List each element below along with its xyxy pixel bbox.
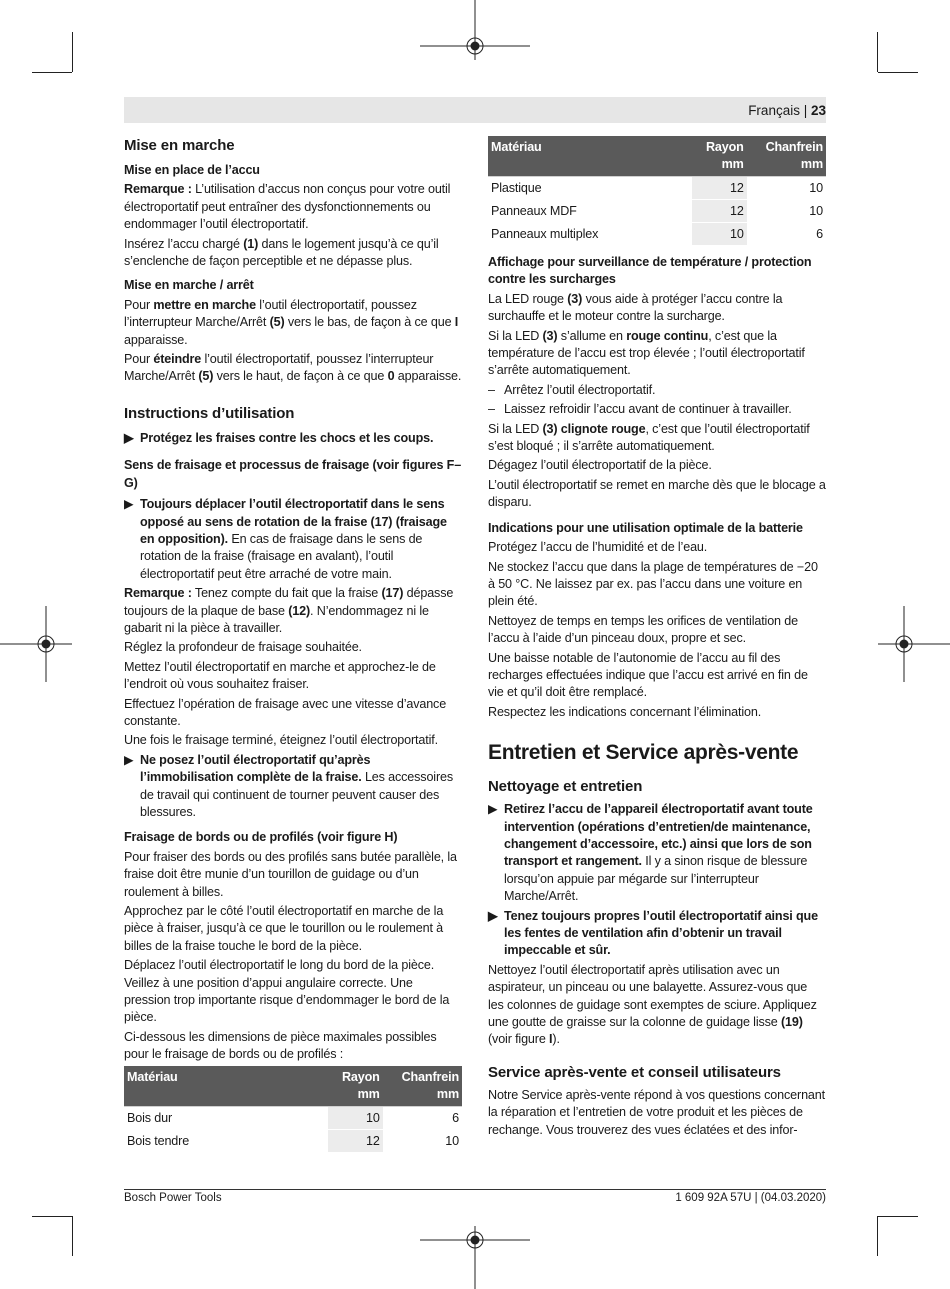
paragraph-pour-fraiser: Pour fraiser des bords ou des profilés sans butée parallèle, la fraise doit être munie d’un tourillon de guidage ou d’un roulement à billes. <box>124 849 457 899</box>
table-cell-radius: 10 <box>328 1106 383 1129</box>
registration-mark-left-icon <box>0 606 72 682</box>
registration-mark-bottom-icon <box>420 1226 530 1289</box>
bullet-triangle-icon: ▶ <box>124 430 134 445</box>
table-header-material: Matériau <box>488 136 692 177</box>
subheading-sens-fraisage: Sens de fraisage et processus de fraisage (voir figures F–G) <box>124 458 462 490</box>
crop-mark-bottom-left-v <box>72 1216 73 1256</box>
bullet-triangle-icon: ▶ <box>488 908 498 923</box>
paragraph-inserez-accu: Insérez l’accu chargé (1) dans le logement jusqu’à ce qu’il s’enclenche de façon perceptible et ne dépasse plus. <box>124 236 439 269</box>
table-row <box>488 177 826 200</box>
paragraph-notre-service: Notre Service après-vente répond à vos questions concernant la réparation et l’entretien de votre produit et les pièces de rechange. Vous trouverez des vues éclatées et des infor- <box>488 1087 825 1137</box>
paragraph-remarque-fraise: Remarque : Tenez compte du fait que la fraise (17) dépasse toujours de la plaque de base (12). N’endommagez ni le gabarit ni la pièce à travailler. <box>124 586 454 635</box>
dash-item-laissez-refroidir: – Laissez refroidir l’accu avant de continuer à travailler. <box>488 402 792 417</box>
paragraph-nettoyez-orifices: Nettoyez de temps en temps les orifices de ventilation de l’accu à l’aide d’un pinceau doux, propre et sec. <box>488 613 798 646</box>
table-cell-chamfer: 10 <box>747 177 826 200</box>
table-cell-chamfer: 10 <box>383 1129 462 1152</box>
bullet-ne-posez: ▶ Ne posez l’outil électroportatif qu’après l’immobilisation complète de la fraise. Les accessoires de travail qui continuent de tourner peuvent causer des blessures. <box>124 752 454 819</box>
table-row <box>488 223 826 246</box>
table-row <box>124 1106 462 1129</box>
bullet-triangle-icon: ▶ <box>124 497 134 512</box>
registration-mark-top-icon <box>420 0 530 72</box>
chapter-title-entretien: Entretien et Service après-vente <box>488 741 799 765</box>
crop-mark-top-left-h <box>32 72 72 73</box>
paragraph-remet-en-marche: L’outil électroportatif se remet en marche dès que le blocage a disparu. <box>488 477 826 510</box>
page-header: Français | 23 <box>748 103 826 118</box>
paragraph-ci-dessous: Ci-dessous les dimensions de pièce maximales possibles pour le fraisage de bords ou de profilés : <box>124 1029 437 1062</box>
paragraph-led-rouge: La LED rouge (3) vous aide à protéger l’accu contre la surchauffe et le moteur contre la surcharge. <box>488 291 783 324</box>
right-column <box>488 136 826 1139</box>
table-cell-radius: 12 <box>692 177 747 200</box>
table-header-material: Matériau <box>124 1066 328 1107</box>
crop-mark-bottom-right-v <box>877 1216 878 1256</box>
paragraph-une-fois: Une fois le fraisage terminé, éteignez l’outil électroportatif. <box>124 733 438 748</box>
table-cell-chamfer: 6 <box>383 1106 462 1129</box>
paragraph-remarque-accu: Remarque : L’utilisation d’accus non conçus pour votre outil électroportatif peut entraîner des dysfonctionnements ou endommager l’outil électroportatif. <box>124 182 451 232</box>
subheading-mise-en-place-accu: Mise en place de l’accu <box>124 163 260 177</box>
left-column <box>124 136 462 1153</box>
table-cell-chamfer: 10 <box>747 200 826 223</box>
paragraph-deplacez: Déplacez l’outil électroportatif le long du bord de la pièce. Veillez à une position d’appui angulaire correcte. Une pression trop importante risque d’endommager le bord de la pièce. <box>124 958 450 1025</box>
table-header-radius: Rayon mm <box>328 1066 383 1107</box>
paragraph-effectuez: Effectuez l’opération de fraisage avec une vitesse d’avance constante. <box>124 696 447 728</box>
header-band <box>124 97 826 123</box>
table-row <box>488 200 826 223</box>
table-cell-radius: 12 <box>692 200 747 223</box>
subheading-indications-batterie: Indications pour une utilisation optimale de la batterie <box>488 520 803 535</box>
paragraph-stockez: Ne stockez l’accu que dans la plage de températures de −20 à 50 °C. Ne laissez par ex. pas l’accu dans une voiture en plein été. <box>488 559 818 609</box>
table-row <box>124 1129 462 1152</box>
crop-mark-bottom-left-h <box>32 1216 72 1217</box>
table-header-chamfer: Chanfrein mm <box>747 136 826 177</box>
registration-mark-right-icon <box>878 606 950 682</box>
crop-mark-top-right-v <box>877 32 878 72</box>
footer-brand: Bosch Power Tools <box>124 1192 222 1204</box>
section-title-mise-en-marche: Mise en marche <box>124 137 235 154</box>
crop-mark-top-right-h <box>878 72 918 73</box>
section-title-service: Service après-vente et conseil utilisateurs <box>488 1063 781 1081</box>
crop-mark-bottom-right-h <box>878 1216 918 1217</box>
paragraph-approchez: Approchez par le côté l’outil électroportatif en marche de la pièce à fraiser, jusqu’à ce que le tourillon ou le roulement à billes de la fraise touche le bord de la pièce. <box>124 904 444 953</box>
paragraph-reglez: Réglez la profondeur de fraisage souhaitée. <box>124 640 362 655</box>
section-title-nettoyage: Nettoyage et entretien <box>488 778 643 796</box>
footer-rule <box>124 1189 826 1190</box>
page-number: 23 <box>810 103 826 118</box>
bullet-protegez-fraises: ▶ Protégez les fraises contre les chocs et les coups. <box>124 430 462 447</box>
subheading-affichage-temperature: Affichage pour surveillance de température / protection contre les surcharges <box>488 255 812 287</box>
paragraph-protegez-humidite: Protégez l’accu de l’humidité et de l’eau. <box>488 540 708 555</box>
dash-item-arretez: – Arrêtez l’outil électroportatif. <box>488 382 656 397</box>
bullet-tenez-propres: ▶ Tenez toujours propres l’outil électroportatif ainsi que les fentes de ventilation afin d’obtenir un travail impeccable et sûr. <box>488 908 818 958</box>
bullet-toujours-deplacer: ▶ Toujours déplacer l’outil électroportatif dans le sens opposé au sens de rotation de la fraise (17) (fraisage en opposition). En cas de fraisage dans le sens de rotation de la fraise (fraisage en avalant), l’outil électroportatif peut être arraché de votre main. <box>124 497 447 581</box>
paragraph-led-continu: Si la LED (3) s’allume en rouge continu, c’est que la température de l’accu est trop élevée ; l’outil électroportatif s’arrête automatiquement. <box>488 328 805 378</box>
table-cell-material: Panneaux MDF <box>488 200 692 223</box>
crop-mark-top-left-v <box>72 32 73 72</box>
paragraph-mettez-en-marche: Mettez l’outil électroportatif en marche et approchez-le de l’endroit où vous souhaitez fraiser. <box>124 659 436 692</box>
table-header-radius: Rayon mm <box>692 136 747 177</box>
bullet-retirez-accu: ▶ Retirez l’accu de l’appareil électroportatif avant toute intervention (opérations d’entretien/de maintenance, changement d’accessoire, etc.) ainsi que lors de son transport et rangement. Il y a sinon risque de blessure lorsqu’on appuie par mégarde sur l’interrupteur Marche/Arrêt. <box>488 802 813 904</box>
table-dimensions-right <box>488 136 826 246</box>
table-cell-material: Bois tendre <box>124 1129 328 1152</box>
paragraph-respectez: Respectez les indications concernant l’élimination. <box>488 704 762 719</box>
subheading-marche-arret: Mise en marche / arrêt <box>124 278 254 293</box>
footer-doc-number: 1 609 92A 57U | (04.03.2020) <box>675 1192 826 1204</box>
table-cell-radius: 10 <box>692 223 747 246</box>
section-title-instructions: Instructions d’utilisation <box>124 404 295 422</box>
bullet-triangle-icon: ▶ <box>488 802 498 817</box>
table-cell-material: Panneaux multiplex <box>488 223 692 246</box>
paragraph-eteindre: Pour éteindre l’outil électroportatif, poussez l’interrupteur Marche/Arrêt (5) vers le haut, de façon à ce que 0 apparaisse. <box>124 352 462 384</box>
paragraph-baisse-autonomie: Une baisse notable de l’autonomie de l’accu au fil des recharges effectuées indique que l’accu est arrivé en fin de vie et qu’il doit être remplacé. <box>488 650 808 700</box>
table-header-chamfer: Chanfrein mm <box>383 1066 462 1107</box>
table-cell-radius: 12 <box>328 1129 383 1152</box>
table-cell-material: Plastique <box>488 177 692 200</box>
bullet-triangle-icon: ▶ <box>124 752 134 767</box>
table-dimensions-left <box>124 1066 462 1153</box>
paragraph-mettre-en-marche: Pour mettre en marche l’outil électroportatif, poussez l’interrupteur Marche/Arrêt (5) vers le bas, de façon à ce que I apparaisse. <box>124 297 459 347</box>
table-cell-chamfer: 6 <box>747 223 826 246</box>
paragraph-led-clignote: Si la LED (3) clignote rouge, c’est que l’outil électroportatif s’est bloqué ; il s’arrête automatiquement. <box>488 421 810 454</box>
subheading-fraisage-bords: Fraisage de bords ou de profilés (voir figure H) <box>124 830 398 845</box>
header-language: Français <box>748 103 800 118</box>
paragraph-nettoyez-outil: Nettoyez l’outil électroportatif après utilisation avec un aspirateur, un pinceau ou une balayette. Assurez-vous que les colonnes de guidage sont exemptes de sciure. Appliquez une goutte de graisse sur la colonne de guidage lisse (19) (voir figure I). <box>488 962 817 1047</box>
table-cell-material: Bois dur <box>124 1106 328 1129</box>
paragraph-degagez: Dégagez l’outil électroportatif de la pièce. <box>488 458 712 473</box>
